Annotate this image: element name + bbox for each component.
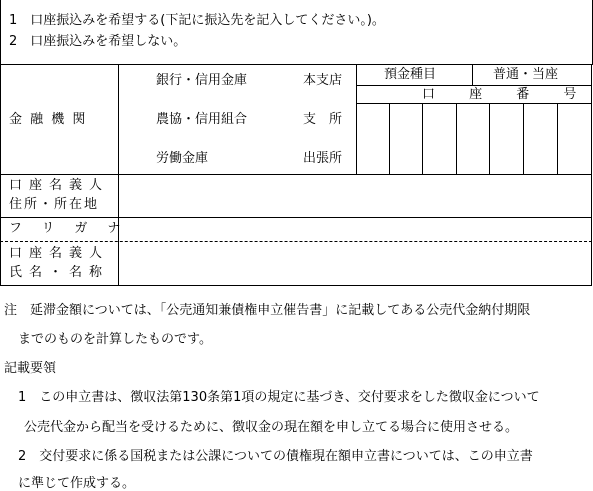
instruction-2-line-1: 2 交付要求に係る国税または公課についての債権現在額申立書については、この申立書 (18, 449, 533, 464)
holder-address-label-1: 口座名義人 (9, 178, 110, 193)
digit-cell-divider (489, 103, 490, 174)
instruction-1-line-2: 公売代金から配当を受けるために、徴収金の現在額を申し立てる場合に使用させる。 (24, 420, 519, 435)
deposit-type-mid (472, 64, 473, 85)
digit-cell-divider (557, 103, 558, 174)
note-line-2: までのものを計算したものです。 (18, 332, 212, 347)
furigana-label: フリガナ (9, 221, 141, 236)
deposit-type-divider (356, 85, 592, 86)
table-left-border (0, 64, 1, 286)
bank-type-bank: 銀行・信用金庫 (156, 73, 248, 88)
instruction-1-line-1: 1 この申立書は、徴収法第130条第1項の規定に基づき、交付要求をした徴収金について (18, 390, 540, 405)
digit-cell-divider (389, 103, 390, 174)
branch-main: 本支店 (303, 73, 343, 88)
account-grid-left (356, 64, 357, 174)
digit-cell-divider (523, 103, 524, 174)
deposit-type-label: 預金種目 (384, 67, 437, 82)
bank-type-agri: 農協・信用組合 (156, 112, 248, 127)
digit-cell-divider (422, 103, 423, 174)
instruction-2-line-2: に準じて作成する。 (18, 476, 136, 491)
label-column-divider (118, 64, 119, 286)
branch-office: 出張所 (303, 151, 343, 166)
digit-cell-divider (456, 103, 457, 174)
table-bottom-border (0, 285, 592, 286)
option-1: 1 口座振込みを希望する(下記に振込先を記入してください。)。 (9, 13, 385, 28)
bank-label: 金 融 機 関 (9, 112, 88, 127)
holder-name-label-1: 口座名義人 (9, 246, 110, 261)
address-row-bottom (0, 217, 592, 218)
instructions-title: 記載要領 (4, 361, 57, 376)
bank-row-bottom (0, 174, 592, 175)
deposit-type-value: 普通・当座 (493, 67, 559, 82)
branch-sub: 支 所 (303, 112, 343, 127)
furigana-row-bottom (0, 241, 592, 242)
option-2: 2 口座振込みを希望しない。 (9, 34, 187, 49)
holder-address-label-2: 住所・所在地 (9, 197, 100, 212)
note-line-1: 注 延滞金額については、「公売通知兼債権申立催告書」に記載してある公売代金納付期限 (4, 303, 531, 318)
bank-type-labor: 労働金庫 (156, 151, 209, 166)
account-number-label: 口 座 番 号 (422, 87, 592, 102)
holder-name-label-2: 氏名・名称 (9, 265, 110, 280)
options-box (0, 0, 593, 65)
